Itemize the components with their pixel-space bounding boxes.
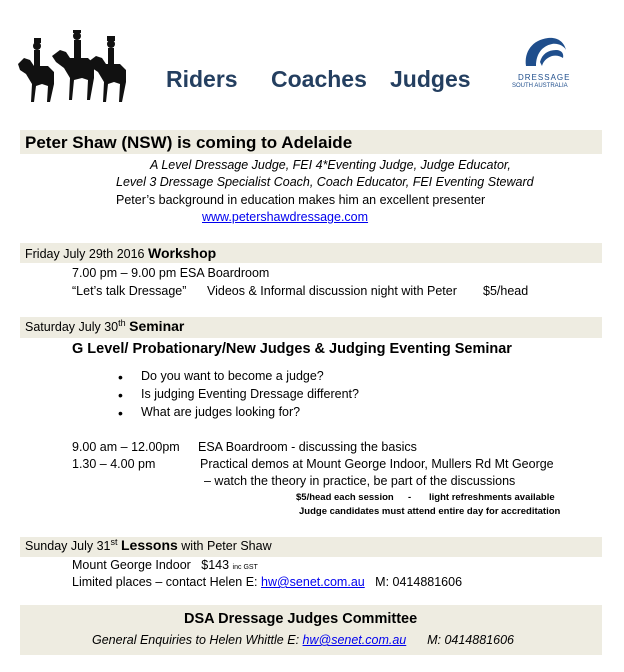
nav-judges[interactable]: Judges <box>390 66 471 92</box>
lessons-with: with Peter Shaw <box>181 539 272 554</box>
lessons-label: Lessons <box>120 537 178 554</box>
lessons-contact <box>72 575 462 589</box>
lessons-venue-price <box>72 558 258 572</box>
logo-text: DRESSAGE <box>518 73 571 82</box>
footer-email-link[interactable]: hw@senet.com.au <box>302 633 407 647</box>
seminar-day-suffix: th <box>118 318 126 328</box>
lessons-mobile: M: 0414881606 <box>375 575 463 589</box>
footer-enquiries: General Enquiries to Helen Whittle E: <box>92 633 300 647</box>
credentials-line-2: Level 3 Dressage Specialist Coach, Coach Educator, FEI Eventing Steward <box>116 175 534 189</box>
seminar-label: Seminar <box>129 318 185 335</box>
seminar-bullet: • Is judging Eventing Dressage different? <box>141 387 359 401</box>
lessons-places: Limited places – contact Helen E: <box>72 575 258 589</box>
seminar-price-note: $5/head each session <box>296 492 394 503</box>
footer-contact <box>92 633 514 647</box>
footer-mobile: M: 0414881606 <box>427 633 514 647</box>
seminar-bullet: • What are judges looking for? <box>141 405 300 419</box>
background-text: Peter’s background in education makes him an excellent presenter <box>116 193 486 207</box>
lessons-heading <box>25 537 272 553</box>
credentials-line-1: A Level Dressage Judge, FEI 4*Eventing Judge, Judge Educator, <box>150 158 511 172</box>
nav-coaches[interactable]: Coaches <box>271 66 367 92</box>
session-1-time: 9.00 am – 12.00pm <box>72 440 180 454</box>
seminar-title: G Level/ Probationary/New Judges & Judging Eventing Seminar <box>72 341 512 357</box>
website-link[interactable]: www.petershawdressage.com <box>202 210 369 224</box>
lessons-email-link[interactable]: hw@senet.com.au <box>261 575 365 589</box>
dash-separator: - <box>408 492 412 503</box>
workshop-session-desc: Videos & Informal discussion night with Peter <box>207 284 457 298</box>
refreshments-note: light refreshments available <box>429 492 555 503</box>
footer-title: DSA Dressage Judges Committee <box>184 611 418 627</box>
dressage-sa-logo <box>506 32 586 94</box>
session-2-desc: Practical demos at Mount George Indoor, Mullers Rd Mt George <box>200 457 554 471</box>
horses-silhouette-icon <box>14 30 132 106</box>
workshop-day: Friday July 29th 2016 <box>25 247 145 261</box>
lessons-day-suffix: st <box>110 537 118 547</box>
riders-logo <box>14 30 132 106</box>
nav-riders[interactable]: Riders <box>166 66 238 92</box>
workshop-time-venue: 7.00 pm – 9.00 pm ESA Boardroom <box>72 266 270 280</box>
lessons-day: Sunday July 31 <box>25 539 111 554</box>
seminar-heading <box>25 318 184 334</box>
horse-head-logo-icon <box>506 32 586 72</box>
seminar-bullet: • Do you want to become a judge? <box>141 369 324 383</box>
workshop-session-title: “Let’s talk Dressage” <box>72 284 187 298</box>
lessons-price-note: inc GST <box>232 564 258 571</box>
session-2-time: 1.30 – 4.00 pm <box>72 457 156 471</box>
lessons-price: $143 <box>201 558 230 572</box>
lessons-venue: Mount George Indoor <box>72 558 191 572</box>
accreditation-note: Judge candidates must attend entire day for accreditation <box>299 506 561 517</box>
workshop-heading <box>25 245 216 261</box>
session-2-desc-2: – watch the theory in practice, be part of the discussions <box>204 474 516 488</box>
intro-title: Peter Shaw (NSW) is coming to Adelaide <box>25 133 353 152</box>
seminar-day: Saturday July 30 <box>25 320 119 335</box>
workshop-price: $5/head <box>483 284 529 298</box>
workshop-label: Workshop <box>148 245 217 261</box>
logo-subtext: SOUTH AUSTRALIA <box>512 83 568 89</box>
session-1-desc: ESA Boardroom - discussing the basics <box>198 440 417 454</box>
